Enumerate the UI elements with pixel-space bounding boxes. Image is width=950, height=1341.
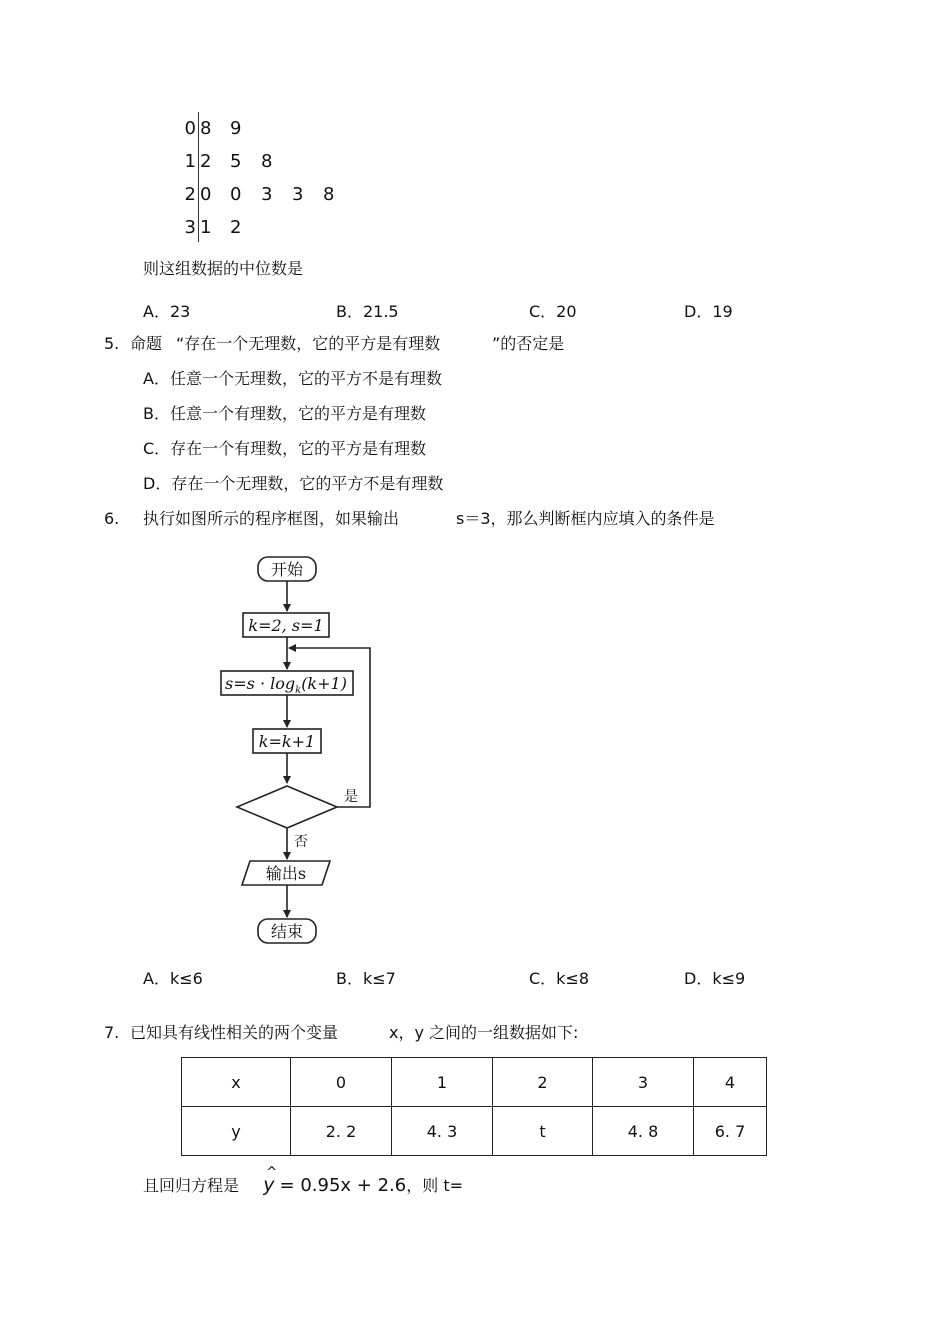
q4-question: 则这组数据的中位数是 — [143, 259, 304, 278]
q6-option-c: C．k≤8 — [529, 969, 590, 988]
process-main: s=s · log — [225, 674, 296, 693]
data-table — [181, 1057, 767, 1156]
q4-option-c: C．20 — [529, 302, 577, 321]
leaf: 3 — [261, 184, 273, 205]
q4-option-a: A．23 — [143, 302, 191, 321]
q4-option-d: D．19 — [684, 302, 733, 321]
flowchart-increment-label: k=k+1 — [258, 732, 316, 751]
q5-number: 5. — [104, 334, 120, 353]
table-cell: 0 — [291, 1058, 392, 1107]
flowchart-yes-label: 是 — [344, 789, 358, 805]
flowchart-end-label: 结束 — [270, 922, 304, 941]
leaf: 2 — [230, 217, 242, 238]
stem-0: 0 — [184, 118, 196, 139]
regression-yhat: ^ y — [263, 1176, 274, 1195]
q7-number: 7. — [104, 1023, 120, 1042]
table-row — [182, 1058, 767, 1107]
leaf: 3 — [292, 184, 304, 205]
table-cell: 2. 2 — [291, 1107, 392, 1156]
table-header-x: x — [182, 1058, 291, 1107]
flowchart-loop-arrow — [289, 648, 370, 807]
stem-3: 3 — [184, 217, 196, 238]
process-tail: (k+1) — [301, 674, 347, 693]
leaf: 9 — [230, 118, 242, 139]
table-cell: 1 — [392, 1058, 493, 1107]
table-cell: 6. 7 — [694, 1107, 767, 1156]
leaf: 5 — [230, 151, 242, 172]
stem-2: 2 — [184, 184, 196, 205]
q5-option-b: B．任意一个有理数，它的平方是有理数 — [143, 404, 426, 423]
table-cell: 2 — [493, 1058, 593, 1107]
flowchart-no-label: 否 — [294, 834, 308, 850]
leaf: 8 — [261, 151, 273, 172]
leaf: 2 — [200, 151, 212, 172]
q5-option-a: A．任意一个无理数，它的平方不是有理数 — [143, 369, 442, 388]
leaf: 0 — [230, 184, 242, 205]
table-cell: 3 — [593, 1058, 694, 1107]
flowchart-output-label: 输出s — [265, 864, 307, 883]
q6-option-b: B．k≤7 — [336, 969, 396, 988]
table-row — [182, 1107, 767, 1156]
regression-prefix: 且回归方程是 — [143, 1176, 240, 1195]
table-header-y: y — [182, 1107, 291, 1156]
table-cell: 4. 3 — [392, 1107, 493, 1156]
q6-option-a: A．k≤6 — [143, 969, 203, 988]
flowchart-decision-node — [237, 786, 337, 828]
q5-statement: “存在一个无理数，它的平方是有理数 — [176, 334, 441, 353]
table-cell: 4 — [694, 1058, 767, 1107]
stem-1: 1 — [184, 151, 196, 172]
q6-question-part1: 执行如图所示的程序框图，如果输出 — [143, 509, 400, 528]
leaf: 1 — [200, 217, 212, 238]
program-flowchart — [210, 545, 380, 955]
flowchart-init-label: k=2, s=1 — [248, 616, 324, 635]
table-cell: t — [493, 1107, 593, 1156]
q5-option-d: D．存在一个无理数，它的平方不是有理数 — [143, 474, 444, 493]
regression-suffix: ，则 t= — [406, 1176, 464, 1195]
regression-equation: = 0.95x + 2.6 — [279, 1175, 407, 1196]
q7-question-part1: 已知具有线性相关的两个变量 — [130, 1023, 339, 1042]
q6-option-d: D．k≤9 — [684, 969, 746, 988]
regression-line — [143, 1176, 463, 1195]
q4-option-b: B．21.5 — [336, 302, 399, 321]
leaf: 8 — [200, 118, 212, 139]
q5-option-c: C．存在一个有理数，它的平方是有理数 — [143, 439, 427, 458]
q6-question-part2: s＝3，那么判断框内应填入的条件是 — [456, 509, 715, 528]
q7-question-part2: x，y 之间的一组数据如下: — [389, 1023, 579, 1042]
table-cell: 4. 8 — [593, 1107, 694, 1156]
stem-leaf-divider — [198, 112, 199, 242]
leaf: 0 — [200, 184, 212, 205]
flowchart-start-label: 开始 — [270, 560, 304, 579]
q5-prefix: 命题 — [130, 334, 163, 353]
q5-suffix: ”的否定是 — [492, 334, 565, 353]
q6-number: 6. — [104, 509, 120, 528]
process-sub: k — [295, 685, 302, 696]
leaf: 8 — [323, 184, 335, 205]
flowchart-process-label — [225, 674, 347, 696]
